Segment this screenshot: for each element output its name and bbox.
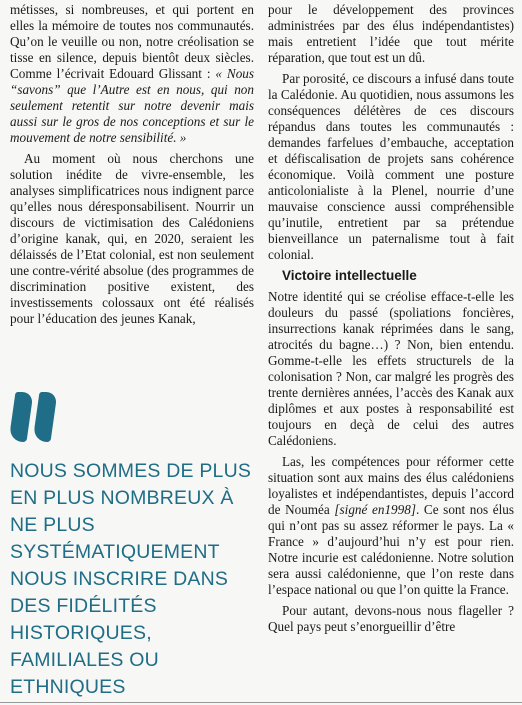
page-bottom-rule — [0, 702, 522, 703]
right-paragraph-5: Pour autant, devons-nous nous flageller ? Quel pays peut s’enorgueillir d’être — [268, 603, 514, 634]
left-paragraph-1 — [10, 2, 254, 146]
right-paragraph-2: Par porosité, ce discours a infusé dans toute la Calédonie. Au quotidien, nous assumons les conséquences délétères de ces discours répandus dans toutes les communautés : demandes farfelues d’embauche, acceptation et défiscalisation de projets sans cohérence économique. Voilà comment une posture anticolonialiste à la Plenel, nourrie d’une mauvaise conscience aussi compréhensible qu’inutile, entretient par sa prétendue bienveillance un paternalisme tout à fait colonial. — [268, 71, 514, 262]
quotation-mark-icon — [12, 392, 260, 450]
right-paragraph-4 — [268, 454, 514, 598]
right-p4-text: Las, les compétences pour réformer cette situation sont aux mains des élus calédoniens loyalistes et indépendantistes, depuis l’accord de Nouméa — [268, 454, 514, 517]
left-column — [10, 2, 254, 327]
glissant-quote: « Nous “savons” que l’Autre est en nous, qui non seulement retentit sur notre devenir mais aussi sur le gros de nos conceptions et sur le mouvement de notre sensibilité. » — [10, 66, 255, 145]
section-subhead: Victoire intellectuelle — [282, 268, 417, 283]
right-column — [268, 2, 514, 635]
right-p4-rest: . Ce sont nos élus qui n’ont pas su assez réformer le pays. La « France » d’aujourd’hui n’y est pour rien. Notre incurie est calédonienne. Notre solution sera aussi calédonienne, que l’on reste dans l’espace national ou que l’on quitte la France. — [268, 502, 514, 597]
pull-quote-text: NOUS SOMMES DE PLUS EN PLUS NOMBREUX À NE PLUS SYSTÉMATIQUEMENT NOUS INSCRIRE DANS DES FIDÉLITÉS HISTORIQUES, FAMILIALES OU ETHNIQUES — [10, 460, 252, 698]
right-paragraph-1: pour le développement des provinces administrées par des élus indépendantistes) mais entretient l’idée que tout mérite réparation, que tout est un dû. — [268, 2, 514, 65]
left-p1-text: métisses, si nombreuses, et qui portent en elles la mémoire de toutes nos communautés. Qu’on le veuille ou non, notre créolisation se tisse en silence, depuis bientôt deux siècles. Comme l’écrivait Edouard Glissant : — [10, 2, 254, 81]
pull-quote — [10, 392, 260, 701]
left-paragraph-2: Au moment où nous cherchons une solution inédite de vivre-ensemble, les analyses simplificatrices nous indignent parce qu’elles nous déresponsabilisent. Nourrir un discours de victimisation des Calédoniens d’origine kanak, qui, en 2020, seraient les délaissés de l’Etat colonial, est non seulement une contre-vérité absolue (des programmes de discrimination positive existent, des investissements colossaux ont été réalisés pour l’éducation des jeunes Kanak, — [10, 151, 254, 326]
date-note: [signé en1998] — [334, 502, 416, 517]
right-paragraph-3: Notre identité qui se créolise efface-t-elle les douleurs du passé (spoliations foncières, insurrections kanak réprimées dans le sang, atrocités du bagne…) ? Non, bien entendu. Gomme-t-elle les effets structurels de la colonisation ? Non, car malgré les progrès des trente dernières années, l’accès des Kanak aux diplômes et aux postes à responsabilité est toujours en deçà de celui des autres Calédoniens. — [268, 289, 514, 448]
